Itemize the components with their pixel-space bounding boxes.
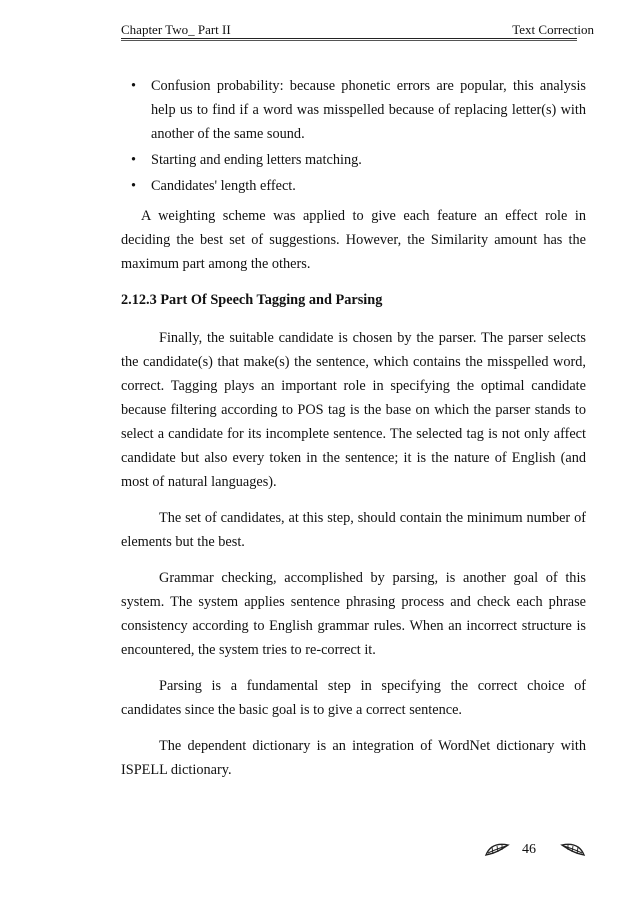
header-rule: [121, 40, 577, 41]
bullet-icon: •: [131, 78, 137, 94]
paragraph: Finally, the suitable candidate is chosen by the parser. The parser selects the candidate(s) that make(s) the sentence, which contains the misspelled word, correct. Tagging plays an important role in specifying the optimal candidate because filtering according to POS tag is the base on which the parser stands to select a candidate for its incomplete sentence. The selected tag is not only affect candidate but also every token in the sentence; it is the nature of English (and most of natural languages).: [121, 330, 586, 490]
leaf-ornament-icon: [484, 841, 510, 859]
paragraph: Parsing is a fundamental step in specifying the correct choice of candidates since the basic goal is to give a correct sentence.: [121, 678, 586, 718]
leaf-ornament-icon: [560, 841, 586, 859]
bullet-icon: •: [131, 152, 137, 168]
header-chapter-title: Chapter Two_ Part II: [121, 22, 231, 37]
body-text: [121, 74, 586, 794]
bullet-icon: •: [131, 178, 137, 194]
section-heading: 2.12.3 Part Of Speech Tagging and Parsing: [121, 292, 383, 308]
list-item: • Confusion probability: because phonetic errors are popular, this analysis help us to find if a word was misspelled because of replacing letter(s) with another of the same sound.: [121, 74, 586, 146]
paragraph: The dependent dictionary is an integration of WordNet dictionary with ISPELL dictionary.: [121, 738, 586, 778]
feature-list: [121, 74, 586, 198]
list-item: • Candidates' length effect.: [121, 174, 586, 198]
header-section-title: Text Correction: [512, 22, 594, 37]
list-item: • Starting and ending letters matching.: [121, 148, 586, 172]
page-number: 46: [522, 842, 536, 857]
paragraph: Grammar checking, accomplished by parsing, is another goal of this system. The system applies sentence phrasing process and check each phrase consistency according to English grammar rules. When an incorrect structure is encountered, the system tries to re-correct it.: [121, 570, 586, 658]
header-rule: [121, 38, 577, 39]
paragraph: The set of candidates, at this step, should contain the minimum number of elements but the best.: [121, 510, 586, 550]
paragraph: A weighting scheme was applied to give each feature an effect role in deciding the best set of suggestions. However, the Similarity amount has the maximum part among the others.: [121, 208, 586, 272]
